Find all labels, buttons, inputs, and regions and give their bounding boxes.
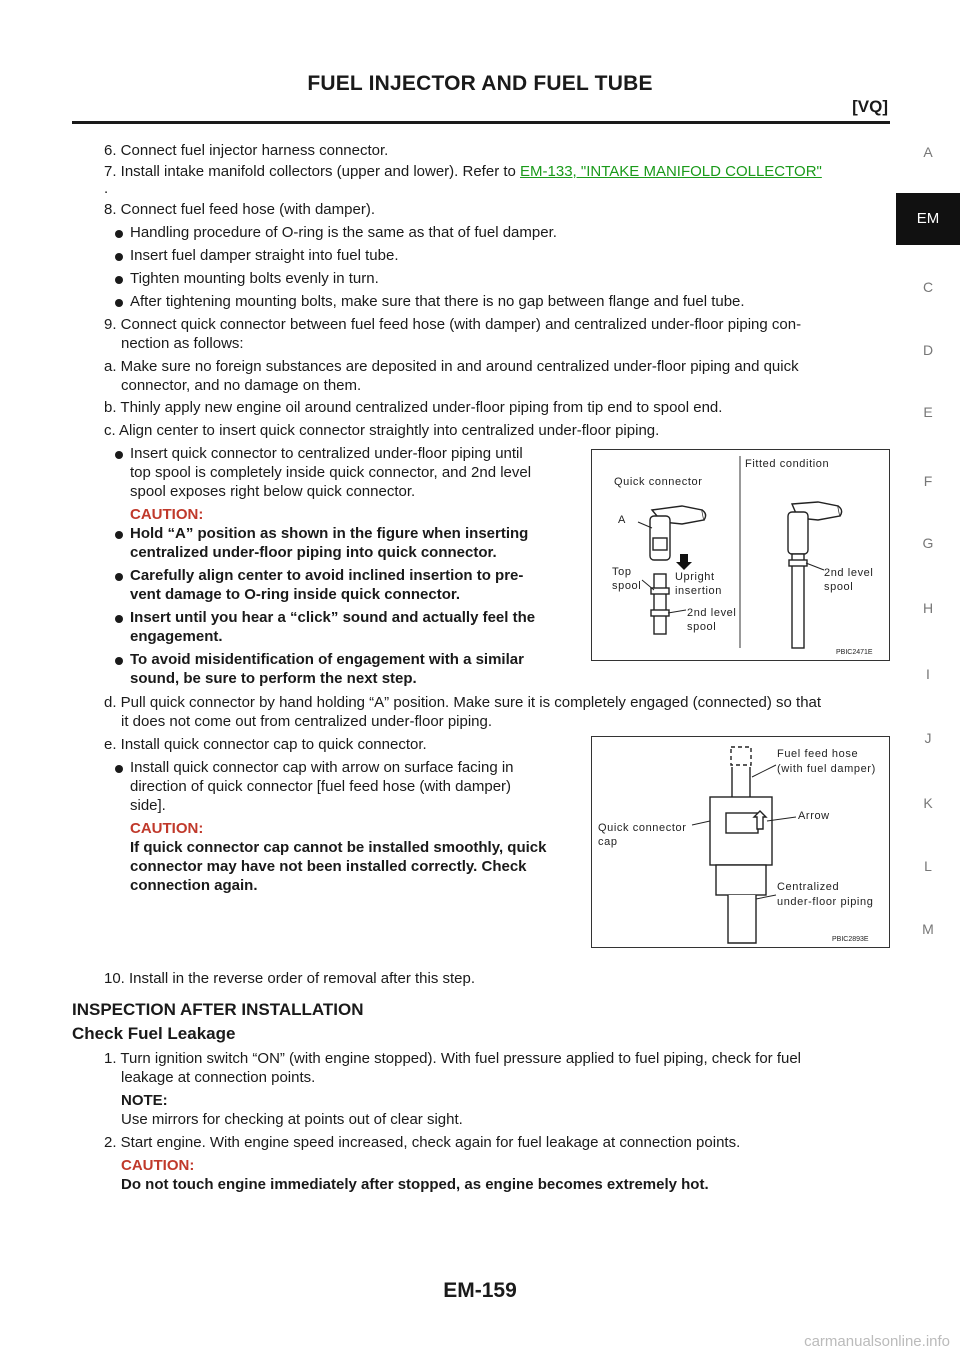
fig1-label-a: A: [618, 514, 626, 526]
fig1-label-2nd-level-r1: 2nd level: [824, 567, 874, 579]
side-index-k[interactable]: K: [923, 795, 933, 811]
step-d-line-2: it does not come out from centralized under-floor piping.: [121, 713, 493, 730]
inspection-step-1-line-1: 1. Turn ignition switch “ON” (with engine stopped). With fuel pressure applied to fuel piping, check for fuel: [104, 1050, 802, 1067]
note-label: NOTE:: [121, 1092, 168, 1109]
caution-1-item-1-line-2: centralized under-floor piping into quick connector.: [130, 544, 497, 561]
step-a-line-1: a. Make sure no foreign substances are deposited in and around centralized under-floor piping and quick: [104, 358, 799, 375]
step-8-bullet-3: Tighten mounting bolts evenly in turn.: [130, 270, 379, 287]
caution-3-label: CAUTION:: [121, 1157, 195, 1174]
step-e-bullet: Install quick connector cap with arrow on surface facing in: [130, 759, 514, 776]
page-header-code: [VQ]: [852, 97, 888, 116]
fig2-label-central-1: Centralized: [777, 881, 840, 893]
page-header-title: FUEL INJECTOR AND FUEL TUBE: [307, 72, 653, 95]
fig2-label-fuel-feed-2: (with fuel damper): [777, 763, 876, 775]
caution-1-item-3-line-2: engagement.: [130, 628, 223, 645]
note-text: Use mirrors for checking at points out of clear sight.: [121, 1111, 463, 1128]
fig2-label-central-2: under-floor piping: [777, 896, 874, 908]
caution-1-item-3: Insert until you hear a “click” sound and actually feel the: [130, 609, 536, 626]
fig1-label-quick-connector: Quick connector: [614, 476, 703, 488]
fig1-label-upright-1: Upright: [675, 571, 715, 583]
figure-2-drawing: [592, 737, 889, 947]
fig2-code: PBIC2893E: [832, 936, 869, 943]
caution-1-item-2-line-2: vent damage to O-ring inside quick connector.: [130, 586, 461, 603]
watermark[interactable]: carmanualsonline.info: [804, 1333, 950, 1350]
side-index-m[interactable]: M: [922, 921, 934, 937]
fig2-label-qc-cap-1: Quick connector: [598, 822, 687, 834]
section-heading-inspection: INSPECTION AFTER INSTALLATION: [72, 1000, 364, 1019]
caution-2-label: CAUTION:: [130, 820, 204, 837]
fig1-down-arrow: [676, 554, 692, 570]
step-e-bullet-line-2: direction of quick connector [fuel feed hose (with damper): [130, 778, 512, 795]
fig1-code: PBIC2471E: [836, 649, 873, 656]
fig1-label-2nd-level-1: 2nd level: [687, 607, 737, 619]
side-index-g[interactable]: G: [922, 535, 934, 551]
fig1-label-2nd-level-r2: spool: [824, 581, 854, 593]
caution-2-line-3: connection again.: [130, 877, 258, 894]
caution-1-item-4-line-2: sound, be sure to perform the next step.: [130, 670, 417, 687]
fig1-label-2nd-level-2: spool: [687, 621, 717, 633]
step-8-bullet-4: After tightening mounting bolts, make sure that there is no gap between flange and fuel tube.: [130, 293, 745, 310]
fig2-connector: [710, 747, 772, 943]
fig2-label-qc-cap-2: cap: [598, 836, 618, 848]
step-e: e. Install quick connector cap to quick connector.: [104, 736, 427, 753]
side-index-a[interactable]: A: [923, 144, 933, 160]
side-index: [896, 0, 960, 1358]
step-a-line-2: connector, and no damage on them.: [121, 377, 362, 394]
fig1-label-fitted: Fitted condition: [745, 458, 830, 470]
step-c-bullet: Insert quick connector to centralized under-floor piping until: [130, 445, 523, 462]
step-9-line-2: nection as follows:: [121, 335, 244, 352]
fig1-label-upright-2: insertion: [675, 585, 722, 597]
step-c-bullet-line-2: top spool is completely inside quick connector, and 2nd level: [130, 464, 532, 481]
step-e-bullet-line-3: side].: [130, 797, 166, 814]
fig2-label-fuel-feed-1: Fuel feed hose: [777, 748, 859, 760]
side-index-h[interactable]: H: [922, 600, 934, 616]
figure-quick-connector-cap: [591, 736, 890, 948]
fig1-label-top-spool-2: spool: [612, 580, 642, 592]
side-index-c[interactable]: C: [922, 279, 934, 295]
side-index-em[interactable]: EM: [896, 193, 960, 245]
page-number: EM-159: [443, 1279, 517, 1302]
figure-quick-connector-insertion: [591, 449, 890, 661]
step-d-line-1: d. Pull quick connector by hand holding “A” position. Make sure it is completely engaged (connected) so that: [104, 694, 822, 711]
caution-1-label: CAUTION:: [130, 506, 204, 523]
side-index-f[interactable]: F: [923, 473, 933, 489]
step-8: 8. Connect fuel feed hose (with damper).: [104, 201, 375, 218]
step-10: 10. Install in the reverse order of removal after this step.: [104, 970, 476, 987]
step-7: [104, 163, 822, 180]
subheading-check-fuel-leakage: Check Fuel Leakage: [72, 1024, 236, 1043]
caution-3-text: Do not touch engine immediately after stopped, as engine becomes extremely hot.: [121, 1176, 709, 1193]
caution-1-item-4: To avoid misidentification of engagement with a similar: [130, 651, 524, 668]
figure-1-drawing: [592, 450, 889, 660]
caution-2-line-2: connector may have not been installed correctly. Check: [130, 858, 527, 875]
step-8-bullet-2: Insert fuel damper straight into fuel tube.: [130, 247, 399, 264]
step-8-bullet-1: Handling procedure of O-ring is the same as that of fuel damper.: [130, 224, 557, 241]
step-b: b. Thinly apply new engine oil around centralized under-floor piping from tip end to spool end.: [104, 399, 723, 416]
step-7-link[interactable]: EM-133, "INTAKE MANIFOLD COLLECTOR": [520, 163, 822, 180]
step-c: c. Align center to insert quick connector straightly into centralized under-floor piping.: [104, 422, 660, 439]
step-7-text: 7. Install intake manifold collectors (upper and lower). Refer to: [104, 163, 521, 180]
side-index-e[interactable]: E: [923, 404, 933, 420]
caution-1-item-2: Carefully align center to avoid inclined insertion to pre-: [130, 567, 524, 584]
side-index-j[interactable]: J: [924, 730, 932, 746]
inspection-step-2: 2. Start engine. With engine speed increased, check again for fuel leakage at connection points.: [104, 1134, 741, 1151]
caution-2-line-1: If quick connector cap cannot be installed smoothly, quick: [130, 839, 547, 856]
fig2-label-arrow: Arrow: [798, 810, 830, 822]
step-c-bullet-line-3: spool exposes right below quick connector.: [130, 483, 416, 500]
fig1-label-top-spool-1: Top: [612, 566, 632, 578]
step-9-line-1: 9. Connect quick connector between fuel feed hose (with damper) and centralized under-floor piping con-: [104, 316, 802, 333]
caution-1-item-1: Hold “A” position as shown in the figure when inserting: [130, 525, 529, 542]
side-index-l[interactable]: L: [924, 858, 932, 874]
side-index-i[interactable]: I: [926, 666, 930, 682]
inspection-step-1-line-2: leakage at connection points.: [121, 1069, 316, 1086]
side-index-d[interactable]: D: [922, 342, 934, 358]
header-rule: [72, 121, 890, 124]
step-7-suffix: .: [104, 180, 109, 197]
step-6: 6. Connect fuel injector harness connector.: [104, 142, 389, 159]
